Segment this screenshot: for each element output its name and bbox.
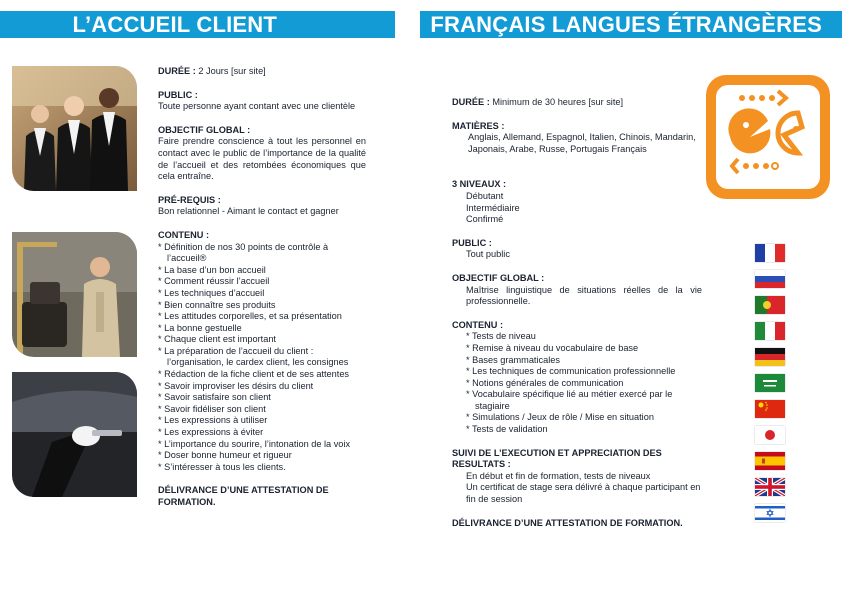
niveau-item: Confirmé bbox=[466, 214, 504, 225]
right-banner-title: FRANÇAIS LANGUES ÉTRANGÈRES bbox=[420, 11, 842, 38]
list-item: * Les attitudes corporelles, et sa présentation bbox=[158, 311, 366, 323]
portugal-flag bbox=[755, 296, 785, 314]
spain-flag bbox=[755, 452, 785, 470]
delivrance-text: DÉLIVRANCE D’UNE ATTESTATION DE FORMATION. bbox=[452, 517, 683, 528]
list-item: * La base d’un bon accueil bbox=[158, 265, 366, 277]
germany-flag bbox=[755, 348, 785, 366]
list-item: * Bases grammaticales bbox=[466, 355, 702, 367]
objectif-heading: OBJECTIF GLOBAL : bbox=[452, 272, 545, 283]
bellboy-photo bbox=[12, 232, 137, 357]
contenu-list bbox=[452, 331, 702, 435]
list-item: * Tests de validation bbox=[466, 424, 702, 436]
list-item: * La bonne gestuelle bbox=[158, 323, 366, 335]
france-flag bbox=[755, 244, 785, 262]
uk-flag bbox=[755, 478, 785, 496]
list-item: * Comment réussir l’accueil bbox=[158, 276, 366, 288]
list-item: * Savoir fidéliser son client bbox=[158, 404, 366, 416]
list-item: * Les expressions à utiliser bbox=[158, 415, 366, 427]
staff-photo bbox=[12, 66, 137, 191]
contenu-heading: CONTENU : bbox=[452, 319, 504, 330]
left-banner-title: L’ACCUEIL CLIENT bbox=[0, 11, 395, 38]
list-item: * Notions générales de communication bbox=[466, 378, 702, 390]
suivi-line: Un certificat de stage sera délivré à chaque participant en fin de session bbox=[466, 482, 701, 505]
duree-value: Minimum de 30 heures [sur site] bbox=[489, 97, 624, 107]
list-item: * Savoir satisfaire son client bbox=[158, 392, 366, 404]
duree-label: DURÉE : bbox=[158, 66, 196, 76]
prerequis-heading: PRÉ-REQUIS : bbox=[158, 194, 221, 205]
objectif-text: Faire prendre conscience à tout les personnel en contact avec le public de l’importance de la qualité de l’accueil et des retombées économiques que cela entraîne. bbox=[158, 136, 366, 182]
fle-section bbox=[452, 97, 702, 529]
matieres-heading: MATIÈRES : bbox=[452, 120, 505, 131]
suivi-line: En début et fin de formation, tests de niveaux bbox=[466, 470, 651, 481]
israel-flag bbox=[755, 504, 785, 522]
contenu-heading: CONTENU : bbox=[158, 229, 210, 240]
list-item: * Chaque client est important bbox=[158, 334, 366, 346]
list-item: * Vocabulaire spécifique lié au métier exercé par le stagiaire bbox=[466, 389, 702, 412]
italy-flag bbox=[755, 322, 785, 340]
white-glove-photo bbox=[12, 372, 137, 497]
accueil-client-section bbox=[158, 66, 366, 509]
flag-list bbox=[755, 244, 785, 530]
list-item: * Les techniques de communication professionnelle bbox=[466, 366, 702, 378]
japan-flag bbox=[755, 426, 785, 444]
list-item: * Rédaction de la fiche client et de ses attentes bbox=[158, 369, 366, 381]
russia-flag bbox=[755, 270, 785, 288]
talking-heads-icon bbox=[716, 85, 820, 189]
duree-line bbox=[158, 66, 366, 78]
public-text: Toute personne ayant contant avec une clientèle bbox=[158, 101, 356, 112]
matieres-text: Anglais, Allemand, Espagnol, Italien, Chinois, Mandarin, Japonais, Arabe, Russe, Portugais Français bbox=[468, 132, 696, 154]
niveau-item: Débutant bbox=[466, 190, 504, 201]
niveau-item: Intermédiaire bbox=[466, 202, 520, 213]
language-logo bbox=[706, 75, 830, 199]
saudi-arabia-flag bbox=[755, 374, 785, 392]
list-item: * Simulations / Jeux de rôle / Mise en situation bbox=[466, 412, 702, 424]
list-item: * Remise à niveau du vocabulaire de base bbox=[466, 343, 702, 355]
objectif-text: Maîtrise linguistique de situations réelles de la vie professionnelle. bbox=[466, 284, 702, 307]
duree-value: 2 Jours [sur site] bbox=[195, 66, 266, 76]
list-item: * Savoir improviser les désirs du client bbox=[158, 381, 366, 393]
list-item: * S’intéresser à tous les clients. bbox=[158, 462, 366, 474]
public-heading: PUBLIC : bbox=[452, 237, 492, 248]
prerequis-text: Bon relationnel - Aimant le contact et gagner bbox=[158, 206, 339, 217]
duree-line bbox=[452, 97, 702, 109]
niveaux-heading: 3 NIVEAUX : bbox=[452, 179, 507, 190]
delivrance-text: DÉLIVRANCE D’UNE ATTESTATION DE FORMATION. bbox=[158, 485, 329, 507]
public-text: Tout public bbox=[466, 249, 510, 260]
contenu-list bbox=[158, 242, 366, 474]
list-item: * Tests de niveau bbox=[466, 331, 702, 343]
list-item: * Bien connaître ses produits bbox=[158, 300, 366, 312]
duree-label: DURÉE : bbox=[452, 97, 490, 107]
public-heading: PUBLIC : bbox=[158, 89, 198, 100]
objectif-heading: OBJECTIF GLOBAL : bbox=[158, 124, 251, 135]
suivi-heading: SUIVI DE L’EXECUTION ET APPRECIATION DES RESULTATS : bbox=[452, 447, 662, 470]
china-flag bbox=[755, 400, 785, 418]
list-item: * Les techniques d’accueil bbox=[158, 288, 366, 300]
list-item: * Doser bonne humeur et rigueur bbox=[158, 450, 366, 462]
list-item: * Définition de nos 30 points de contrôle à l’accueil® bbox=[158, 242, 366, 265]
list-item: * L’importance du sourire, l’intonation de la voix bbox=[158, 439, 366, 451]
list-item: * La préparation de l’accueil du client : l’organisation, le cardex client, les consignes bbox=[158, 346, 366, 369]
list-item: * Les expressions à éviter bbox=[158, 427, 366, 439]
